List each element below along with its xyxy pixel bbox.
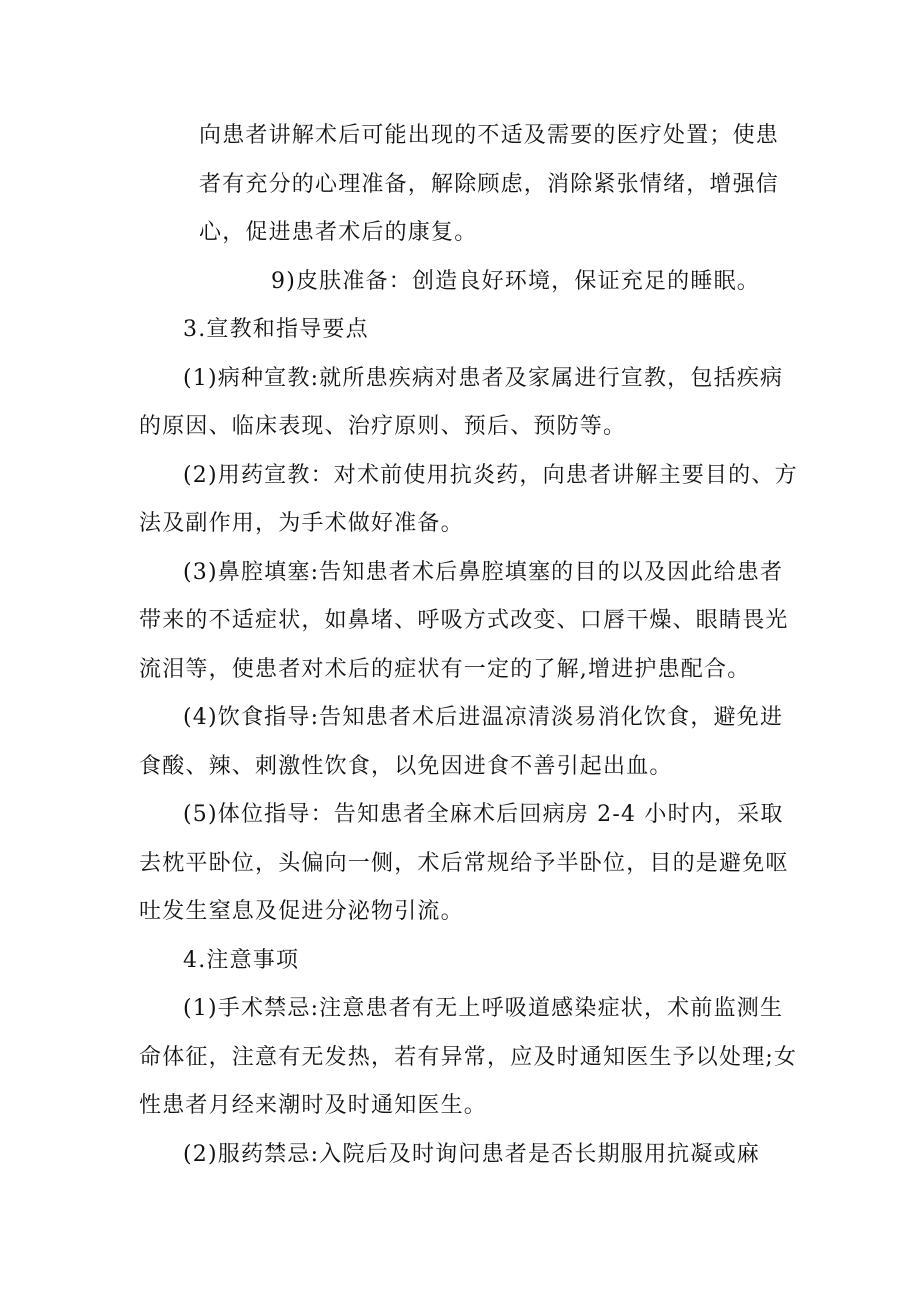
paragraph-item-3-4: (4)饮食指导:告知患者术后进温凉清淡易消化饮食，避免进食酸、辣、刺激性饮食，以免因进食不善引起出血。 [139, 705, 784, 779]
document-body [139, 112, 799, 1179]
paragraph-item-4-1: (1)手术禁忌:注意患者有无上呼吸道感染症状，术前监测生命体征，注意有无发热，若有异常，应及时通知医生予以处理;女性患者月经来潮时及时通知医生。 [139, 996, 798, 1118]
section-heading-4: 4.注意事项 [183, 947, 300, 973]
paragraph-item-3-5: (5)体位指导：告知患者全麻术后回病房 2-4 小时内，采取去枕平卧位，头偏向一侧，术后常规给予半卧位，目的是避免呕吐发生窒息及促进分泌物引流。 [139, 802, 789, 924]
section-heading-3: 3.宣教和指导要点 [183, 317, 369, 342]
paragraph-item-9: 9)皮肤准备：创造良好环境，保证充足的睡眠。 [271, 268, 760, 294]
paragraph-item-3-1: (1)病种宣教:就所患疾病对患者及家属进行宣教，包括疾病的原因、临床表现、治疗原则、预后、预防等。 [139, 365, 784, 439]
paragraph-item-4-2: (2)服药禁忌:入院后及时询问患者是否长期服用抗凝或麻 [183, 1141, 760, 1167]
paragraph-item-3-3: (3)鼻腔填塞:告知患者术后鼻腔填塞的目的以及因此给患者带来的不适症状，如鼻堵、呼吸方式改变、口唇干燥、眼睛畏光流泪等，使患者对术后的症状有一定的了解,增进护患配合。 [139, 559, 789, 682]
paragraph-continuation: 向患者讲解术后可能出现的不适及需要的医疗处置；使患者有充分的心理准备，解除顾虑，消除紧张情绪，增强信心，促进患者术后的康复。 [199, 123, 780, 245]
paragraph-item-3-2: (2)用药宣教：对术前使用抗炎药，向患者讲解主要目的、方法及副作用，为手术做好准备。 [139, 462, 798, 536]
